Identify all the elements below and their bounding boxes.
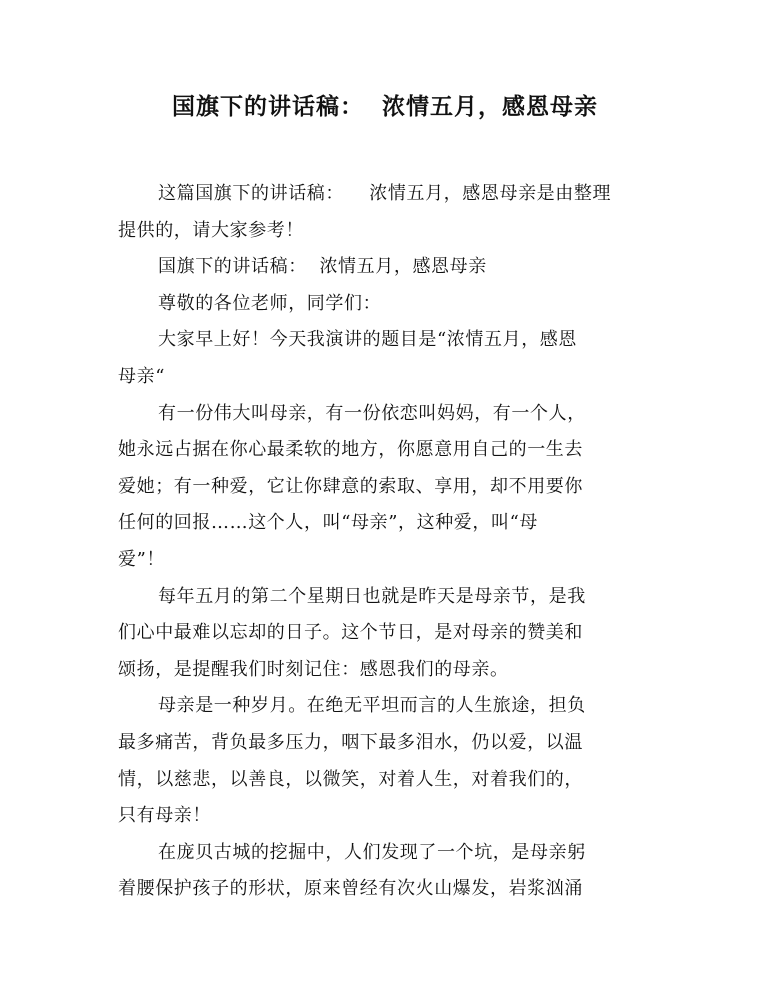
paragraph-line: 最多痛苦，背负最多压力，咽下最多泪水，仍以爱，以温 [118,731,583,753]
paragraph-line: 提供的，请大家参考！ [118,219,304,241]
paragraph-line-first: 母亲是一种岁月。在绝无平坦而言的人生旅途，担负 [158,695,586,717]
paragraph-line-first: 尊敬的各位老师，同学们： [158,292,382,314]
paragraph-line-first: 大家早上好！今天我演讲的题目是“浓情五月，感恩 [158,329,577,351]
paragraph-line: 颂扬，是提醒我们时刻记住：感恩我们的母亲。 [118,658,509,680]
document-body [118,176,658,908]
paragraph-line: 爱”！ [118,548,166,570]
paragraph-line-first: 有一份伟大叫母亲，有一份依恋叫妈妈，有一个人， [158,402,586,424]
paragraph-line: 着腰保护孩子的形状，原来曾经有次火山爆发，岩浆汹涌 [118,878,583,900]
document-title: 国旗下的讲话稿： 浓情五月，感恩母亲 [171,94,598,120]
paragraph-line: 情，以慈悲，以善良，以微笑，对着人生，对着我们的， [118,768,583,790]
paragraph-line: 爱她；有一种爱，它让你肆意的索取、享用，却不用要你 [118,475,583,497]
paragraph-line: 只有母亲！ [118,805,211,827]
paragraph-line: 任何的回报……这个人，叫“母亲”，这种爱，叫“母 [118,512,539,534]
paragraph-line: 们心中最难以忘却的日子。这个节日，是对母亲的赞美和 [118,622,583,644]
paragraph-line-first: 每年五月的第二个星期日也就是昨天是母亲节，是我 [158,585,586,607]
paragraph-line: 母亲“ [118,365,166,387]
paragraph-line-first: 在庞贝古城的挖掘中，人们发现了一个坑，是母亲躬 [158,841,586,863]
paragraph-line: 她永远占据在你心最柔软的地方，你愿意用自己的一生去 [118,439,583,461]
paragraph-line-first: 国旗下的讲话稿： 浓情五月，感恩母亲 [158,256,487,278]
paragraph-line-first: 这篇国旗下的讲话稿： 浓情五月，感恩母亲是由整理 [158,183,612,204]
